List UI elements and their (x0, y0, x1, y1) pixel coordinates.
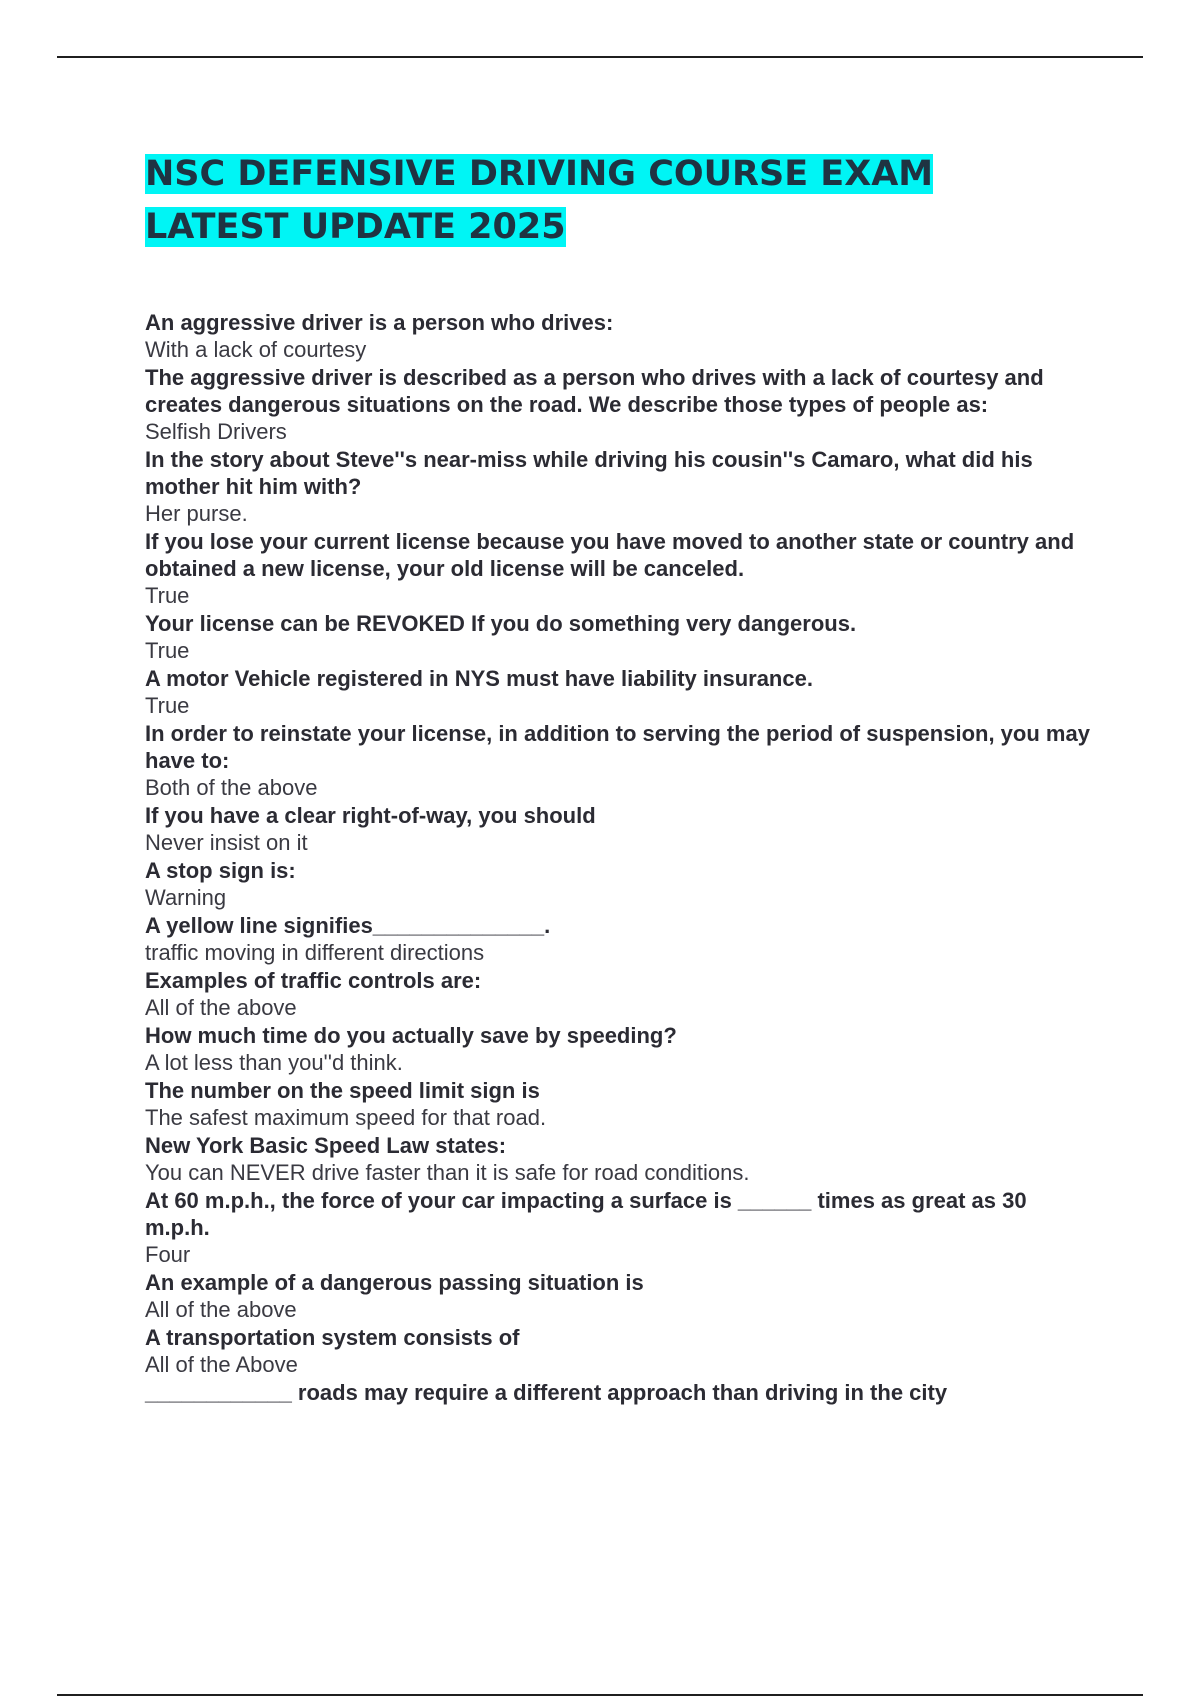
question-text: New York Basic Speed Law states: (145, 1133, 507, 1158)
question-text: A transportation system consists of (145, 1325, 520, 1350)
question-answer-list (145, 309, 1095, 1406)
question-text: An aggressive driver is a person who drives: (145, 310, 614, 335)
question-text: Examples of traffic controls are: (145, 968, 482, 993)
answer-text: The safest maximum speed for that road. (145, 1105, 547, 1130)
question-text: Your license can be REVOKED If you do something very dangerous. (145, 611, 857, 636)
top-rule (57, 56, 1143, 58)
question-text: ____________ roads may require a different approach than driving in the city (145, 1380, 948, 1405)
question-text: How much time do you actually save by speeding? (145, 1023, 677, 1048)
answer-text: All of the above (145, 1297, 297, 1322)
question-text: At 60 m.p.h., the force of your car impacting a surface is ______ times as great as 30 m.p.h. (145, 1188, 1027, 1240)
answer-text: Never insist on it (145, 830, 308, 855)
answer-text: A lot less than you''d think. (145, 1050, 403, 1075)
document-title-text: NSC DEFENSIVE DRIVING COURSE EXAM LATEST UPDATE 2025 (145, 154, 934, 247)
question-text: A motor Vehicle registered in NYS must have liability insurance. (145, 666, 813, 691)
question-text: A stop sign is: (145, 858, 296, 883)
answer-text: True (145, 693, 190, 718)
answer-text: Both of the above (145, 775, 318, 800)
answer-text: True (145, 638, 190, 663)
question-text: If you have a clear right-of-way, you should (145, 803, 596, 828)
question-text: A yellow line signifies______________. (145, 913, 551, 938)
question-text: In the story about Steve''s near-miss while driving his cousin''s Camaro, what did his mother hit him with? (145, 447, 1033, 499)
question-text: If you lose your current license because you have moved to another state or country and obtained a new license, your old license will be canceled. (145, 529, 1075, 581)
answer-text: Selfish Drivers (145, 419, 287, 444)
question-text: The number on the speed limit sign is (145, 1078, 540, 1103)
title-block (145, 148, 1045, 254)
document-title (145, 148, 1045, 254)
answer-text: Warning (145, 885, 227, 910)
answer-text: traffic moving in different directions (145, 940, 485, 965)
question-text: An example of a dangerous passing situation is (145, 1270, 644, 1295)
answer-text: Her purse. (145, 501, 248, 526)
bottom-rule (57, 1694, 1143, 1696)
answer-text: All of the above (145, 995, 297, 1020)
answer-text: Four (145, 1242, 191, 1267)
question-text: The aggressive driver is described as a person who drives with a lack of courtesy and creates dangerous situations on the road. We describe those types of people as: (145, 365, 1044, 417)
answer-text: True (145, 583, 190, 608)
answer-text: With a lack of courtesy (145, 337, 367, 362)
answer-text: You can NEVER drive faster than it is safe for road conditions. (145, 1160, 750, 1185)
answer-text: All of the Above (145, 1352, 298, 1377)
question-text: In order to reinstate your license, in addition to serving the period of suspension, you may have to: (145, 721, 1090, 773)
